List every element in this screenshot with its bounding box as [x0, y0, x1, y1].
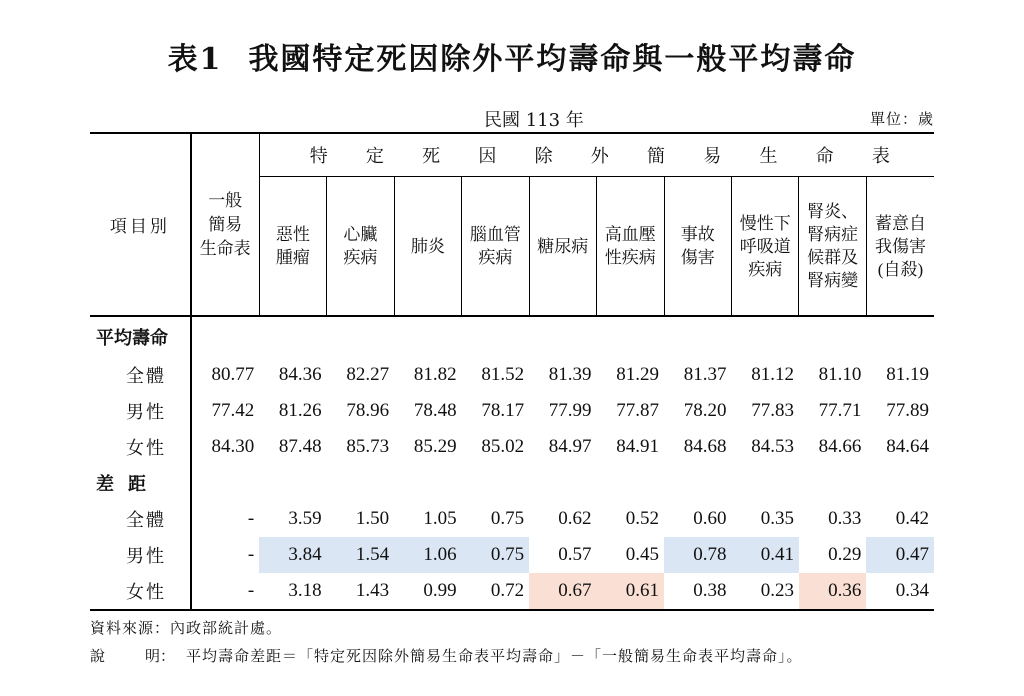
- cause-header: [259, 177, 326, 317]
- value-cell: 0.36: [799, 573, 866, 610]
- group-header: [259, 133, 934, 177]
- general-header-line: 一般: [208, 190, 243, 210]
- value-cell: 78.20: [683, 400, 727, 421]
- cause-header-line: 事故: [680, 225, 715, 244]
- value-cell: 1.43: [327, 573, 394, 610]
- cause-header: [462, 177, 529, 317]
- value-cell: 78.17: [481, 400, 525, 421]
- value-cell: 0.61: [597, 573, 664, 610]
- value-cell: 84.66: [818, 436, 862, 457]
- value-cell: 0.57: [558, 544, 592, 565]
- value-cell: 3.59: [288, 508, 322, 529]
- cause-header-line: 疾病: [748, 259, 783, 279]
- group-header-char: 簡: [647, 146, 665, 166]
- value-cell: 84.36: [278, 364, 322, 385]
- value-cell: 87.48: [278, 436, 322, 457]
- value-cell: 78.96: [346, 400, 390, 421]
- cause-header-line: 腎病變: [807, 271, 859, 290]
- value-cell: 81.26: [278, 400, 322, 421]
- table-row: [90, 501, 934, 537]
- explanation-text: 平均壽命差距＝「特定死因除外簡易生命表平均壽命」－「一般簡易生命表平均壽命」。: [186, 647, 803, 665]
- cause-header: [866, 177, 934, 317]
- table-title: 我國特定死因除外平均壽命與一般平均壽命: [248, 42, 857, 77]
- life-expectancy-table: [90, 132, 934, 611]
- general-value: 80.77: [211, 364, 255, 385]
- row-label: 女性: [90, 429, 191, 465]
- table-number: 表1: [167, 42, 223, 77]
- group-header-char: 特: [309, 146, 328, 166]
- value-cell: 3.84: [259, 537, 326, 573]
- empty-cell: [597, 316, 664, 357]
- section-row: [90, 316, 934, 357]
- empty-cell: [462, 465, 529, 501]
- section-label: 差距: [90, 465, 191, 501]
- year-label: 民國 113 年: [484, 110, 584, 131]
- cause-header-line: 疾病: [478, 248, 513, 267]
- cause-header-line: 腫瘤: [275, 248, 310, 267]
- row-label: 男性: [90, 537, 191, 573]
- general-value: 84.30: [211, 436, 255, 457]
- group-header-char: 易: [703, 146, 722, 166]
- value-cell: 84.53: [751, 436, 794, 457]
- empty-cell: [731, 316, 798, 357]
- value-cell: 0.60: [693, 508, 727, 529]
- table-row: [90, 357, 934, 393]
- group-header-char: 除: [534, 146, 553, 166]
- value-cell: 1.06: [394, 537, 461, 573]
- group-header-char: 死: [422, 146, 441, 166]
- row-label: 全體: [90, 501, 191, 537]
- general-header-line: 生命表: [199, 238, 251, 258]
- value-cell: 81.12: [751, 364, 794, 385]
- value-cell: 85.73: [346, 436, 390, 457]
- value-cell: 77.89: [886, 400, 929, 421]
- explanation-label: 說 明：: [90, 647, 176, 665]
- cause-header-line: 呼吸道: [739, 236, 791, 256]
- row-label: 男性: [90, 393, 191, 429]
- cause-header: [664, 177, 731, 317]
- empty-cell: [259, 316, 326, 357]
- table-row: [90, 537, 934, 573]
- value-cell: 78.48: [413, 400, 457, 421]
- group-header-char: 生: [759, 146, 778, 166]
- value-cell: 81.82: [413, 364, 457, 385]
- general-header: [191, 133, 259, 316]
- value-cell: 0.34: [866, 573, 934, 610]
- value-cell: 84.64: [886, 436, 929, 457]
- group-header-char: 命: [815, 146, 834, 166]
- value-cell: 84.97: [548, 436, 592, 457]
- empty-cell: [731, 465, 798, 501]
- cause-header-line: 我傷害: [874, 236, 926, 256]
- section-label: 平均壽命: [90, 316, 191, 357]
- general-header-line: 簡易: [208, 214, 243, 234]
- cause-header-line: 腎病症: [807, 225, 859, 244]
- empty-cell: [799, 465, 866, 501]
- value-cell: 1.50: [355, 508, 390, 529]
- cause-header: [731, 177, 798, 317]
- value-cell: 1.05: [423, 508, 457, 529]
- row-label: 女性: [90, 573, 191, 610]
- group-header-char: 定: [365, 146, 384, 166]
- value-cell: 82.27: [346, 364, 390, 385]
- cause-header-line: 蓄意自: [874, 213, 926, 233]
- source-note: 資料來源：內政部統計處。: [90, 619, 283, 637]
- empty-cell: [664, 465, 731, 501]
- empty-cell: [529, 465, 596, 501]
- value-cell: 81.37: [683, 364, 727, 385]
- value-cell: 0.29: [828, 544, 862, 565]
- value-cell: 0.72: [462, 573, 529, 610]
- general-value: -: [191, 573, 259, 610]
- value-cell: 84.91: [616, 436, 659, 457]
- value-cell: 84.68: [683, 436, 727, 457]
- cause-header-line: 傷害: [680, 248, 715, 267]
- table-row: [90, 393, 934, 429]
- cause-header-line: 慢性下: [739, 213, 791, 233]
- group-header-char: 外: [590, 146, 609, 166]
- value-cell: 0.33: [828, 508, 862, 529]
- value-cell: 0.45: [625, 544, 659, 565]
- cause-header-line: 高血壓: [604, 225, 656, 244]
- value-cell: 81.29: [616, 364, 659, 385]
- cause-header: [394, 177, 461, 317]
- value-cell: 0.23: [731, 573, 798, 610]
- value-cell: 81.39: [548, 364, 592, 385]
- empty-cell: [327, 316, 394, 357]
- empty-cell: [191, 465, 259, 501]
- general-value: -: [247, 544, 255, 565]
- cause-header: [529, 177, 596, 317]
- empty-cell: [462, 316, 529, 357]
- empty-cell: [394, 316, 461, 357]
- value-cell: 0.41: [731, 537, 798, 573]
- value-cell: 1.54: [327, 537, 394, 573]
- cause-header-line: 惡性: [275, 225, 310, 244]
- value-cell: 0.75: [490, 508, 525, 529]
- value-cell: 3.18: [259, 573, 326, 610]
- empty-cell: [529, 316, 596, 357]
- value-cell: 0.67: [529, 573, 596, 610]
- section-row: [90, 465, 934, 501]
- value-cell: 0.42: [895, 508, 929, 529]
- value-cell: 81.10: [818, 364, 862, 385]
- cause-header: [327, 177, 394, 317]
- empty-cell: [799, 316, 866, 357]
- group-header-char: 表: [871, 146, 890, 166]
- cause-header-line: 肺炎: [410, 236, 445, 256]
- row-label: 全體: [90, 357, 191, 393]
- value-cell: 0.47: [866, 537, 934, 573]
- value-cell: 0.78: [664, 537, 731, 573]
- empty-cell: [394, 465, 461, 501]
- value-cell: 77.83: [751, 400, 794, 421]
- value-cell: 0.62: [558, 508, 592, 529]
- cause-header-line: 疾病: [343, 248, 378, 267]
- cause-header-line: 腎炎、: [807, 202, 859, 221]
- table-row: [90, 573, 934, 610]
- cause-header-line: 心臟: [343, 225, 378, 244]
- item-header: 項目別: [90, 133, 191, 316]
- cause-header-line: 糖尿病: [537, 236, 589, 256]
- value-cell: 77.71: [818, 400, 862, 421]
- cause-header: [799, 177, 866, 317]
- empty-cell: [191, 316, 259, 357]
- table-row: [90, 429, 934, 465]
- value-cell: 0.52: [625, 508, 659, 529]
- cause-header-line: (自殺): [877, 259, 924, 279]
- explanation-note: [90, 645, 803, 666]
- value-cell: 77.99: [548, 400, 592, 421]
- value-cell: 0.38: [664, 573, 731, 610]
- empty-cell: [327, 465, 394, 501]
- cause-header-line: 腦血管: [469, 225, 521, 244]
- value-cell: 0.35: [760, 508, 794, 529]
- empty-cell: [866, 316, 934, 357]
- empty-cell: [597, 465, 664, 501]
- value-cell: 85.29: [413, 436, 457, 457]
- empty-cell: [259, 465, 326, 501]
- general-value: 77.42: [211, 400, 255, 421]
- value-cell: 77.87: [616, 400, 659, 421]
- cause-header: [597, 177, 664, 317]
- group-header-char: 因: [478, 146, 497, 166]
- value-cell: 0.75: [462, 537, 529, 573]
- value-cell: 85.02: [481, 436, 525, 457]
- cause-header-line: 性疾病: [604, 248, 656, 267]
- value-cell: 81.19: [886, 364, 929, 385]
- page-title: [0, 34, 1024, 78]
- empty-cell: [866, 465, 934, 501]
- general-value: -: [247, 508, 255, 529]
- value-cell: 81.52: [481, 364, 525, 385]
- cause-header-line: 候群及: [807, 248, 859, 267]
- empty-cell: [664, 316, 731, 357]
- value-cell: 0.99: [394, 573, 461, 610]
- unit-label: 單位：歲: [869, 110, 934, 128]
